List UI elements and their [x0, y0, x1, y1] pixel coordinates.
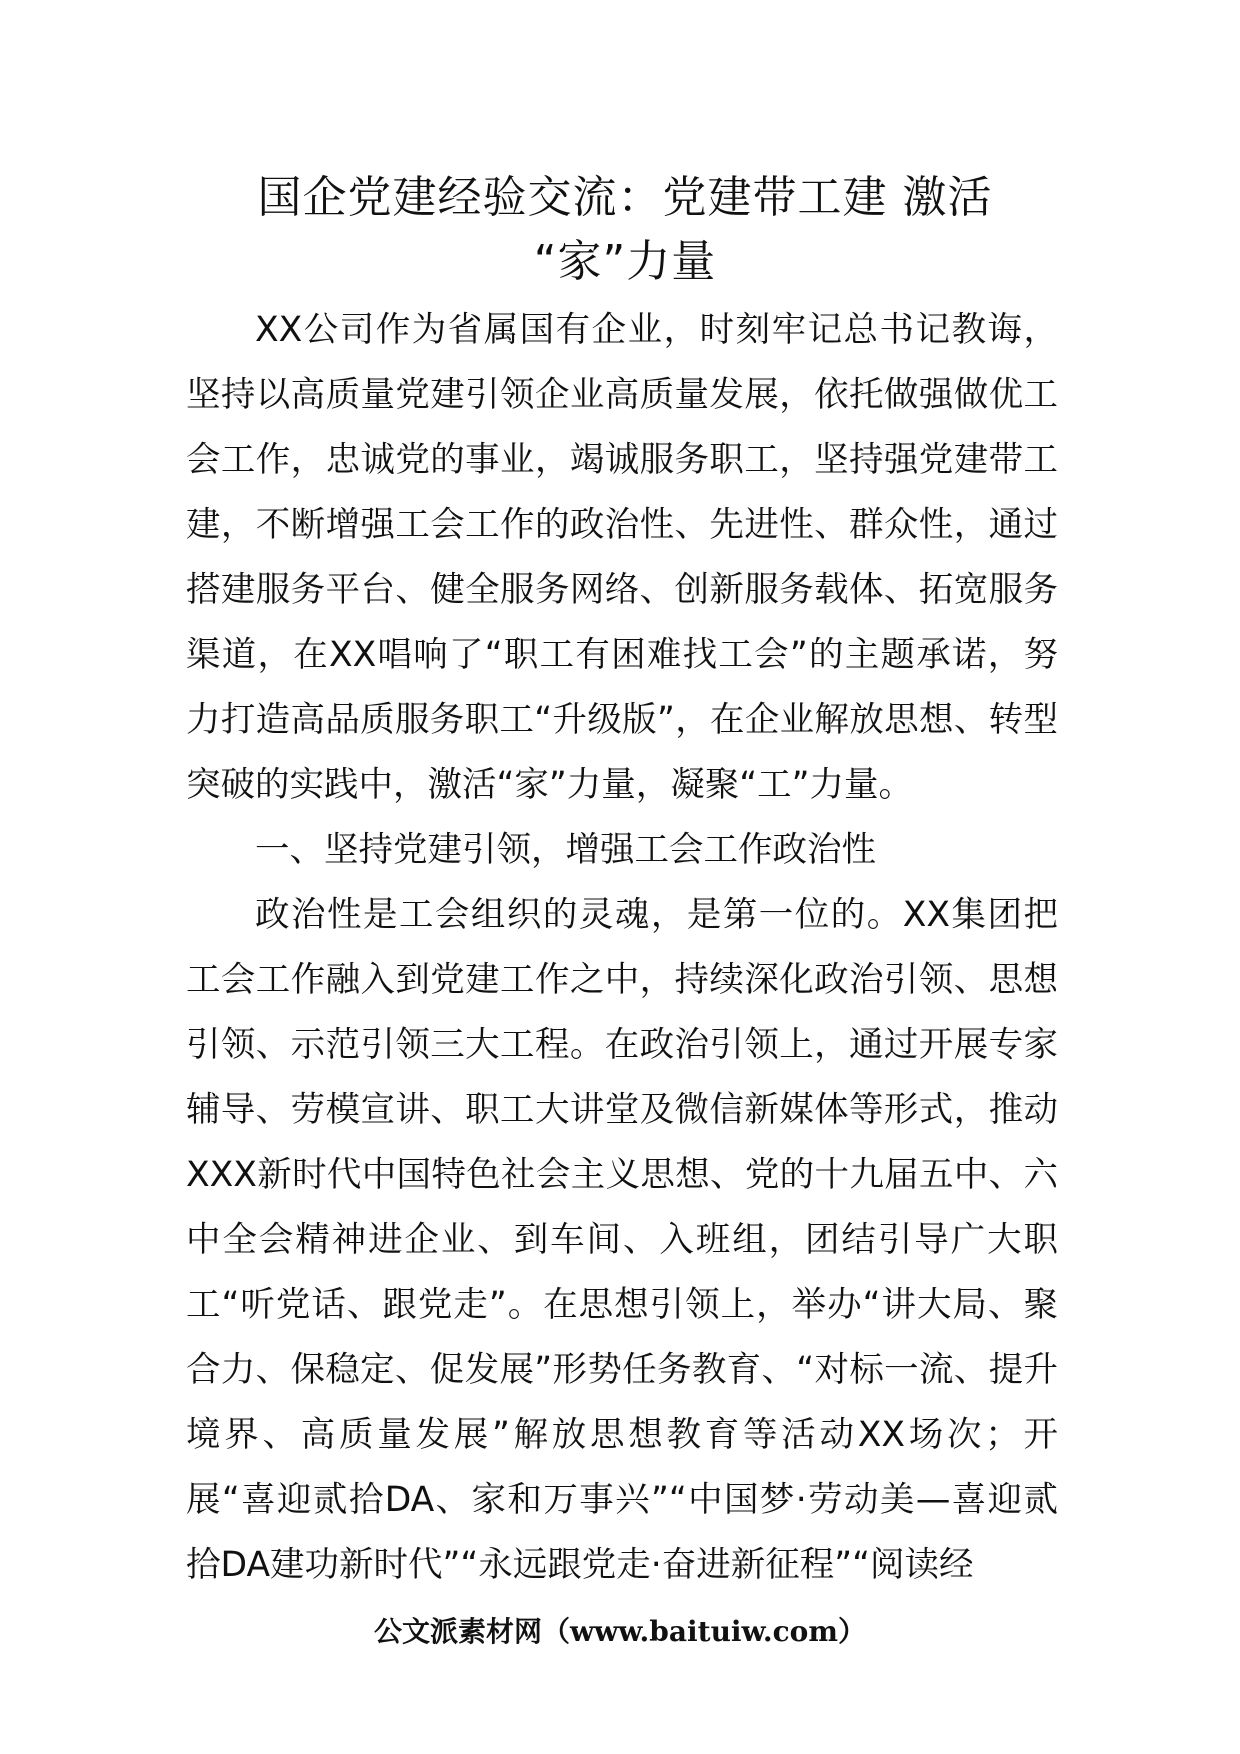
footer-watermark: 公文派素材网（www.baituiw.com） — [374, 1615, 866, 1648]
document-title-line-2: “家”力量 — [533, 236, 717, 287]
intro-paragraph: XX公司作为省属国有企业，时刻牢记总书记教诲，坚持以高质量党建引领企业高质量发展，依托做强做优工会工作，忠诚党的事业，竭诚服务职工，坚持强党建带工建，不断增强工会工作的政治性、先进性、群众性，通过搭建服务平台、健全服务网络、创新服务载体、拓宽服务渠道，在XX唱响了“职工有困难找工会”的主题承诺，努力打造高品质服务职工“升级版”，在企业解放思想、转型突破的实践中，激活“家”力量，凝聚“工”力量。 — [186, 310, 1058, 805]
section-heading: 一、坚持党建引领，增强工会工作政治性 — [255, 830, 876, 870]
document-title-line-1: 国企党建经验交流：党建带工建 激活 — [257, 172, 993, 223]
body-paragraph: 政治性是工会组织的灵魂，是第一位的。XX集团把工会工作融入到党建工作之中，持续深化政治引领、思想引领、示范引领三大工程。在政治引领上，通过开展专家辅导、劳模宣讲、职工大讲堂及微信新媒体等形式，推动XXX新时代中国特色社会主义思想、党的十九届五中、六中全会精神进企业、到车间、入班组，团结引导广大职工“听党话、跟党走”。在思想引领上，举办“讲大局、聚合力、保稳定、促发展”形势任务教育、“对标一流、提升境界、高质量发展”解放思想教育等活动XX场次；开展“喜迎贰拾DA、家和万事兴”“中国梦·劳动美—喜迎贰拾DA建功新时代”“永远跟党走·奋进新征程”“阅读经 — [186, 895, 1058, 1585]
document-body — [186, 298, 1058, 1598]
